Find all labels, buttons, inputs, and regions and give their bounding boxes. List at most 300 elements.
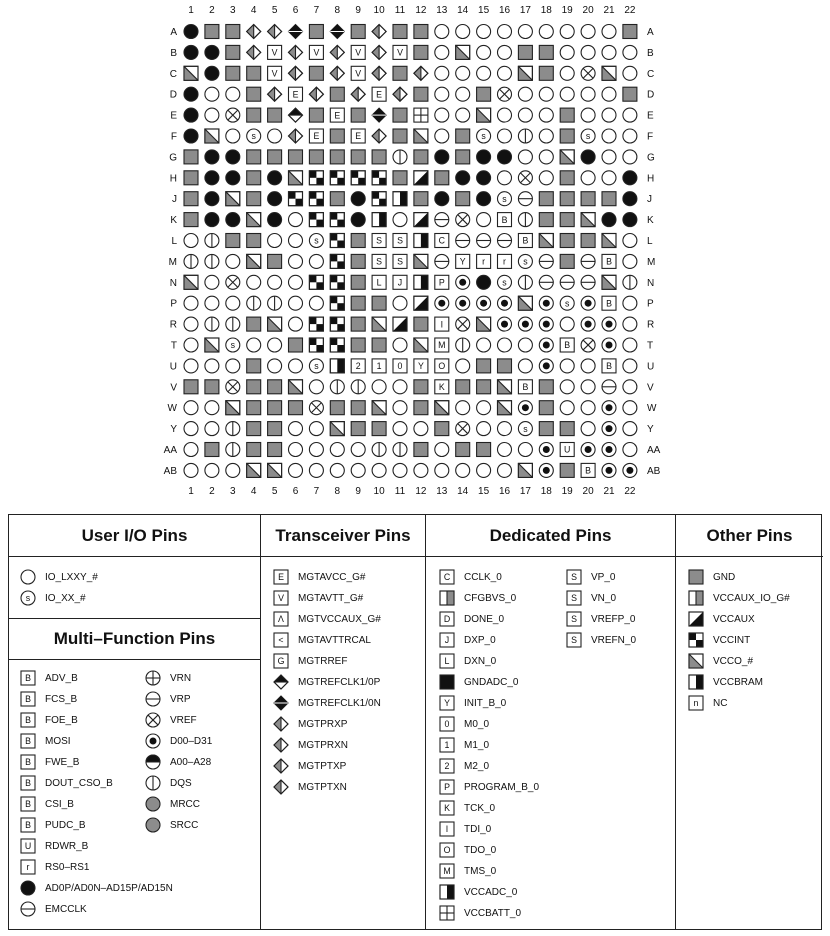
pin-R15 bbox=[477, 317, 491, 331]
pin-R8 bbox=[330, 317, 344, 331]
pin-M3 bbox=[226, 254, 240, 268]
pin-T13 bbox=[435, 338, 449, 352]
pin-W9 bbox=[351, 401, 365, 415]
pin-T10 bbox=[372, 338, 386, 352]
pin-B1 bbox=[184, 45, 198, 59]
svg-text:s: s bbox=[25, 593, 31, 604]
pin-D5 bbox=[268, 87, 282, 101]
pin-V20 bbox=[581, 380, 595, 394]
pin-C12 bbox=[414, 66, 428, 80]
legend-symbol-icon bbox=[439, 716, 455, 732]
row-label-left: F bbox=[170, 131, 177, 143]
pin-R5 bbox=[268, 317, 282, 331]
pin-W21 bbox=[602, 401, 616, 415]
pin-AB2 bbox=[205, 463, 219, 477]
pin-R2 bbox=[205, 317, 219, 331]
legend-label: M1_0 bbox=[464, 739, 490, 751]
row-label-left: B bbox=[170, 47, 177, 59]
pin-N2 bbox=[205, 275, 219, 289]
svg-text:n: n bbox=[693, 698, 699, 709]
legend-label: CFGBVS_0 bbox=[464, 592, 517, 604]
pin-T1 bbox=[184, 338, 198, 352]
pin-D19 bbox=[560, 87, 574, 101]
pin-R6 bbox=[289, 317, 303, 331]
legend-symbol-icon bbox=[273, 590, 289, 606]
column-label-top: 1 bbox=[188, 5, 194, 16]
pin-R13 bbox=[435, 317, 449, 331]
pin-H19 bbox=[560, 171, 574, 185]
pin-W12 bbox=[414, 401, 428, 415]
pin-C13 bbox=[435, 66, 449, 80]
column-label-top: 22 bbox=[624, 5, 636, 16]
pin-AB7 bbox=[309, 463, 323, 477]
svg-text:B: B bbox=[25, 778, 31, 789]
legend-entry bbox=[439, 632, 496, 648]
pin-AA6 bbox=[289, 443, 303, 457]
pin-AB15 bbox=[477, 463, 491, 477]
column-label-top: 3 bbox=[230, 5, 236, 16]
pin-N10 bbox=[372, 275, 386, 289]
pin-AB17 bbox=[518, 463, 532, 477]
column-label-bottom: 16 bbox=[498, 486, 511, 497]
legend-label: MGTAVTT_G# bbox=[298, 592, 364, 604]
pin-U6 bbox=[289, 359, 303, 373]
svg-text:s: s bbox=[502, 277, 507, 288]
pin-AB13 bbox=[435, 463, 449, 477]
pin-J4 bbox=[247, 192, 261, 206]
row-label-right: K bbox=[647, 215, 654, 227]
legend-symbol-icon bbox=[439, 884, 455, 900]
svg-text:B: B bbox=[25, 673, 31, 684]
legend-symbol-icon bbox=[273, 737, 289, 753]
user-io-column bbox=[9, 515, 261, 929]
column-label-top: 11 bbox=[394, 5, 406, 16]
pin-Y3 bbox=[226, 422, 240, 436]
pin-Y9 bbox=[351, 422, 365, 436]
legend-label: DOUT_CSO_B bbox=[45, 777, 113, 789]
pin-F11 bbox=[393, 129, 407, 143]
row-label-right: Y bbox=[647, 424, 654, 436]
legend-entry bbox=[566, 611, 635, 627]
row-label-right: P bbox=[647, 298, 654, 310]
pin-L9 bbox=[351, 234, 365, 248]
column-label-top: 13 bbox=[436, 5, 448, 16]
legend-symbol-icon bbox=[273, 779, 289, 795]
pin-W7 bbox=[309, 401, 323, 415]
pin-J13 bbox=[435, 192, 449, 206]
pin-P12 bbox=[414, 296, 428, 310]
svg-text:V: V bbox=[271, 68, 278, 79]
legend-entry bbox=[439, 863, 496, 879]
pin-E21 bbox=[602, 108, 616, 122]
pin-D2 bbox=[205, 87, 219, 101]
legend-label: MGTREFCLK1/0P bbox=[298, 676, 381, 688]
pin-J17 bbox=[518, 192, 532, 206]
row-label-left: T bbox=[170, 340, 177, 352]
pin-F8 bbox=[330, 129, 344, 143]
legend-symbol-icon bbox=[439, 737, 455, 753]
legend-entry bbox=[273, 674, 380, 690]
pin-B4 bbox=[247, 45, 261, 59]
legend-entry bbox=[20, 817, 86, 833]
row-label-left: H bbox=[169, 173, 177, 185]
pin-L11 bbox=[393, 234, 407, 248]
legend-symbol-icon bbox=[20, 733, 36, 749]
pin-Y13 bbox=[435, 422, 449, 436]
svg-text:E: E bbox=[313, 131, 320, 142]
pin-Y4 bbox=[247, 422, 261, 436]
pin-L6 bbox=[289, 234, 303, 248]
legend-entry bbox=[20, 775, 113, 791]
legend-entry bbox=[688, 653, 753, 669]
pin-E3 bbox=[226, 108, 240, 122]
svg-text:Λ: Λ bbox=[278, 614, 284, 625]
pin-F16 bbox=[498, 129, 512, 143]
svg-text:B: B bbox=[585, 465, 592, 476]
legend-label: MGTREFCLK1/0N bbox=[298, 697, 381, 709]
pin-P17 bbox=[518, 296, 532, 310]
svg-text:O: O bbox=[438, 361, 446, 372]
legend-label: IO_XX_# bbox=[45, 592, 86, 604]
pin-E2 bbox=[205, 108, 219, 122]
pin-A19 bbox=[560, 25, 574, 39]
pin-M1 bbox=[184, 254, 198, 268]
legend-label: NC bbox=[713, 697, 728, 709]
pin-AA14 bbox=[456, 443, 470, 457]
pin-M5 bbox=[268, 254, 282, 268]
pin-G8 bbox=[330, 150, 344, 164]
legend-entry bbox=[439, 842, 496, 858]
pin-C4 bbox=[247, 66, 261, 80]
pin-AA7 bbox=[309, 443, 323, 457]
column-label-top: 6 bbox=[292, 5, 299, 16]
svg-text:<: < bbox=[278, 635, 284, 646]
pin-N19 bbox=[560, 275, 574, 289]
pin-AA19 bbox=[560, 443, 574, 457]
row-label-right: F bbox=[647, 131, 654, 143]
column-label-bottom: 2 bbox=[209, 486, 215, 497]
svg-text:B: B bbox=[25, 736, 31, 747]
pin-E20 bbox=[581, 108, 595, 122]
pin-K14 bbox=[456, 213, 470, 227]
pin-R16 bbox=[498, 317, 512, 331]
column-label-bottom: 17 bbox=[519, 486, 531, 497]
pin-D8 bbox=[330, 87, 344, 101]
pin-M11 bbox=[393, 254, 407, 268]
pin-P8 bbox=[330, 296, 344, 310]
column-label-top: 14 bbox=[457, 5, 469, 16]
pin-U10 bbox=[372, 359, 386, 373]
legend-label: RDWR_B bbox=[45, 840, 89, 852]
legend-symbol-icon bbox=[439, 821, 455, 837]
other-header: Other Pins bbox=[676, 515, 823, 557]
pin-AB22 bbox=[623, 463, 637, 477]
pin-G21 bbox=[602, 150, 616, 164]
column-label-top: 21 bbox=[603, 5, 615, 16]
row-label-left: K bbox=[170, 215, 177, 227]
pin-AA18 bbox=[539, 443, 553, 457]
svg-text:r: r bbox=[26, 862, 30, 873]
pin-L4 bbox=[247, 234, 261, 248]
pin-K17 bbox=[518, 213, 532, 227]
pin-AB14 bbox=[456, 463, 470, 477]
column-label-top: 16 bbox=[498, 5, 511, 16]
pin-M20 bbox=[581, 254, 595, 268]
legend-entry bbox=[145, 670, 191, 686]
column-label-top: 4 bbox=[250, 5, 257, 16]
row-label-left: AA bbox=[163, 445, 177, 456]
pin-M4 bbox=[247, 254, 261, 268]
row-label-left: N bbox=[169, 277, 177, 289]
pin-L19 bbox=[560, 234, 574, 248]
pin-W15 bbox=[477, 401, 491, 415]
legend-entry bbox=[145, 775, 192, 791]
pin-T11 bbox=[393, 338, 407, 352]
pin-N5 bbox=[268, 275, 282, 289]
legend-symbol-icon bbox=[20, 838, 36, 854]
pin-Y7 bbox=[309, 422, 323, 436]
pin-K15 bbox=[477, 213, 491, 227]
pin-E19 bbox=[560, 108, 574, 122]
pin-G13 bbox=[435, 150, 449, 164]
pin-J5 bbox=[268, 192, 282, 206]
pin-Y17 bbox=[518, 422, 532, 436]
pin-A21 bbox=[602, 25, 616, 39]
pin-AA15 bbox=[477, 443, 491, 457]
pin-K18 bbox=[539, 213, 553, 227]
pin-T3 bbox=[226, 338, 240, 352]
pin-V19 bbox=[560, 380, 574, 394]
legend-entry bbox=[439, 716, 489, 732]
pin-E9 bbox=[351, 108, 365, 122]
pin-L20 bbox=[581, 234, 595, 248]
pin-N17 bbox=[518, 275, 532, 289]
legend-entry bbox=[20, 880, 173, 896]
svg-text:V: V bbox=[397, 47, 403, 58]
pin-G2 bbox=[205, 150, 219, 164]
pin-U15 bbox=[477, 359, 491, 373]
pin-T12 bbox=[414, 338, 428, 352]
pin-AB1 bbox=[184, 463, 198, 477]
pin-C8 bbox=[330, 66, 344, 80]
pin-U13 bbox=[435, 359, 449, 373]
legend-symbol-icon bbox=[439, 632, 455, 648]
legend-entry bbox=[688, 611, 755, 627]
pin-W20 bbox=[581, 401, 595, 415]
pin-U19 bbox=[560, 359, 574, 373]
pin-R4 bbox=[247, 317, 261, 331]
legend-symbol-icon bbox=[439, 758, 455, 774]
svg-text:r: r bbox=[503, 256, 506, 267]
legend-entry bbox=[145, 754, 211, 770]
pin-G19 bbox=[560, 150, 574, 164]
pin-A22 bbox=[623, 25, 637, 39]
pin-K5 bbox=[268, 213, 282, 227]
pin-AA17 bbox=[518, 443, 532, 457]
pin-C17 bbox=[518, 66, 532, 80]
column-label-bottom: 11 bbox=[394, 486, 406, 497]
legend-entry bbox=[273, 695, 381, 711]
legend-symbol-icon bbox=[20, 901, 36, 917]
legend-label: MGTAVTTRCAL bbox=[298, 634, 371, 646]
pin-U20 bbox=[581, 359, 595, 373]
svg-text:J: J bbox=[444, 635, 450, 646]
pin-N4 bbox=[247, 275, 261, 289]
legend-symbol-icon bbox=[20, 670, 36, 686]
pin-F18 bbox=[539, 129, 553, 143]
pin-N11 bbox=[393, 275, 407, 289]
pin-G11 bbox=[393, 150, 407, 164]
pin-N20 bbox=[581, 275, 595, 289]
pin-D13 bbox=[435, 87, 449, 101]
svg-text:U: U bbox=[564, 444, 571, 455]
legend-entry bbox=[439, 653, 496, 669]
pin-N6 bbox=[289, 275, 303, 289]
svg-text:C: C bbox=[443, 572, 451, 583]
legend-label: VRN bbox=[170, 672, 192, 684]
pin-K20 bbox=[581, 213, 595, 227]
pin-A18 bbox=[539, 25, 553, 39]
pin-G15 bbox=[477, 150, 491, 164]
pin-D9 bbox=[351, 87, 365, 101]
pin-V21 bbox=[602, 380, 616, 394]
pin-D11 bbox=[393, 87, 407, 101]
row-label-left: C bbox=[169, 68, 177, 80]
pin-AA10 bbox=[372, 443, 386, 457]
legend-symbol-icon bbox=[688, 569, 704, 585]
pin-T16 bbox=[498, 338, 512, 352]
other-column bbox=[676, 515, 823, 929]
svg-text:S: S bbox=[376, 235, 383, 246]
pin-T17 bbox=[518, 338, 532, 352]
column-label-bottom: 7 bbox=[313, 486, 320, 497]
pin-L14 bbox=[456, 234, 470, 248]
pin-A7 bbox=[309, 25, 323, 39]
pin-W5 bbox=[268, 401, 282, 415]
svg-text:G: G bbox=[277, 656, 285, 667]
pin-L8 bbox=[330, 234, 344, 248]
pin-B12 bbox=[414, 45, 428, 59]
svg-text:S: S bbox=[571, 614, 577, 625]
pin-H11 bbox=[393, 171, 407, 185]
legend-symbol-icon bbox=[20, 859, 36, 875]
legend-label: GND bbox=[713, 571, 736, 583]
column-label-top: 12 bbox=[415, 5, 427, 16]
pin-P19 bbox=[560, 296, 574, 310]
pin-AA8 bbox=[330, 443, 344, 457]
pin-F17 bbox=[518, 129, 532, 143]
dedicated-header: Dedicated Pins bbox=[426, 515, 675, 557]
pin-W13 bbox=[435, 401, 449, 415]
pin-A8 bbox=[330, 25, 344, 39]
pin-B2 bbox=[205, 45, 219, 59]
pin-A3 bbox=[226, 25, 240, 39]
legend-label: MGTRREF bbox=[298, 655, 348, 667]
legend-label: ADV_B bbox=[45, 672, 78, 684]
legend-entry bbox=[20, 754, 79, 770]
pin-J16 bbox=[498, 192, 512, 206]
pin-A14 bbox=[456, 25, 470, 39]
pin-B15 bbox=[477, 45, 491, 59]
pin-F10 bbox=[372, 129, 386, 143]
pin-T5 bbox=[268, 338, 282, 352]
legend-entry bbox=[439, 821, 491, 837]
legend-entry bbox=[273, 653, 347, 669]
row-label-right: L bbox=[647, 236, 653, 247]
pin-K16 bbox=[498, 213, 512, 227]
pin-E12 bbox=[414, 108, 428, 122]
legend-entry bbox=[145, 691, 191, 707]
pin-AB8 bbox=[330, 463, 344, 477]
pin-G9 bbox=[351, 150, 365, 164]
pin-K7 bbox=[309, 213, 323, 227]
legend-entry bbox=[20, 901, 87, 917]
column-label-bottom: 15 bbox=[478, 486, 490, 497]
pin-T9 bbox=[351, 338, 365, 352]
pin-AB20 bbox=[581, 463, 595, 477]
legend-symbol-icon bbox=[145, 775, 161, 791]
svg-text:K: K bbox=[444, 803, 450, 814]
column-label-top: 20 bbox=[582, 5, 594, 16]
legend-entry bbox=[145, 817, 198, 833]
pin-M18 bbox=[539, 254, 553, 268]
legend-label: RS0–RS1 bbox=[45, 861, 90, 873]
svg-text:B: B bbox=[501, 214, 508, 225]
svg-text:s: s bbox=[502, 193, 507, 204]
pin-W16 bbox=[498, 401, 512, 415]
legend-symbol-icon bbox=[439, 569, 455, 585]
pin-M2 bbox=[205, 254, 219, 268]
pin-F12 bbox=[414, 129, 428, 143]
svg-text:J: J bbox=[397, 277, 403, 288]
legend-entry bbox=[439, 779, 539, 795]
pin-M12 bbox=[414, 254, 428, 268]
pin-V5 bbox=[268, 380, 282, 394]
column-label-bottom: 9 bbox=[355, 486, 361, 497]
pin-P13 bbox=[435, 296, 449, 310]
legend-entry bbox=[20, 691, 77, 707]
legend-entry bbox=[566, 590, 616, 606]
pin-R20 bbox=[581, 317, 595, 331]
svg-text:B: B bbox=[25, 694, 31, 705]
pin-B18 bbox=[539, 45, 553, 59]
pin-AB6 bbox=[289, 463, 303, 477]
row-label-left: P bbox=[170, 298, 177, 310]
pin-F5 bbox=[268, 129, 282, 143]
pin-T21 bbox=[602, 338, 616, 352]
legend-symbol-icon bbox=[273, 653, 289, 669]
row-label-right: G bbox=[647, 152, 655, 164]
column-label-bottom: 21 bbox=[603, 486, 615, 497]
pin-D22 bbox=[623, 87, 637, 101]
pin-F6 bbox=[289, 129, 303, 143]
pin-J3 bbox=[226, 192, 240, 206]
legend-symbol-icon bbox=[20, 754, 36, 770]
pin-E15 bbox=[477, 108, 491, 122]
pin-E1 bbox=[184, 108, 198, 122]
pin-V14 bbox=[456, 380, 470, 394]
pin-Y22 bbox=[623, 422, 637, 436]
pin-Y10 bbox=[372, 422, 386, 436]
pin-B13 bbox=[435, 45, 449, 59]
pin-F4 bbox=[247, 129, 261, 143]
legend-entry bbox=[20, 569, 98, 585]
pin-L12 bbox=[414, 234, 428, 248]
pin-L16 bbox=[498, 234, 512, 248]
pin-A20 bbox=[581, 25, 595, 39]
legend-entry bbox=[688, 632, 750, 648]
pin-B7 bbox=[309, 45, 323, 59]
